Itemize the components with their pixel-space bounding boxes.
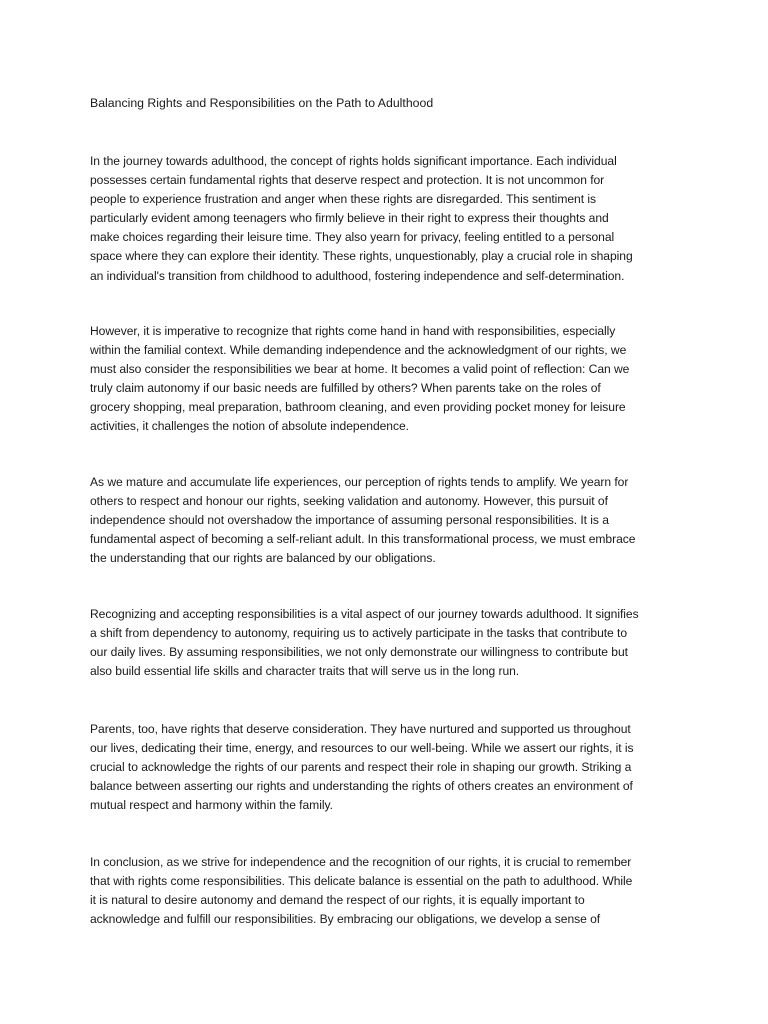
text-line: a shift from dependency to autonomy, requiring us to actively participate in the tasks that contribute to	[90, 626, 628, 641]
text-line: In conclusion, as we strive for independence and the recognition of our rights, it is crucial to remember	[90, 855, 632, 869]
text-line: grocery shopping, meal preparation, bathroom cleaning, and even providing pocket money for leisure	[90, 400, 626, 415]
text-line: In the journey towards adulthood, the concept of rights holds significant importance. Each individual	[90, 154, 617, 168]
text-line: it is natural to desire autonomy and demand the respect of our rights, it is equally important to	[90, 893, 585, 908]
paragraph-3	[90, 473, 686, 568]
text-line: Parents, too, have rights that deserve consideration. They have nurtured and supported us throughout	[90, 722, 631, 736]
document-title: Balancing Rights and Responsibilities on the Path to Adulthood	[90, 96, 434, 110]
paragraph-2	[90, 322, 686, 437]
text-line: the understanding that our rights are balanced by our obligations.	[90, 551, 436, 566]
text-line: However, it is imperative to recognize that rights come hand in hand with responsibilities, especially	[90, 324, 616, 338]
text-line: acknowledge and fulfill our responsibilities. By embracing our obligations, we develop a sense of	[90, 912, 601, 927]
text-line: make choices regarding their leisure time. They also yearn for privacy, feeling entitled to a personal	[90, 230, 615, 245]
text-line: possesses certain fundamental rights that deserve respect and protection. It is not uncommon for	[90, 173, 605, 188]
text-line: that with rights come responsibilities. This delicate balance is essential on the path to adulthood. While	[90, 874, 633, 889]
paragraph-6	[90, 853, 686, 929]
text-line: Recognizing and accepting responsibilities is a vital aspect of our journey towards adulthood. It signifies	[90, 607, 639, 621]
text-line: As we mature and accumulate life experiences, our perception of rights tends to amplify. We yearn for	[90, 475, 629, 489]
paragraph-5	[90, 720, 686, 815]
text-line: balance between asserting our rights and understanding the rights of others creates an environment of	[90, 779, 633, 794]
text-line: must also consider the responsibilities we bear at home. It becomes a valid point of reflection: Can we	[90, 362, 630, 377]
text-line: activities, it challenges the notion of absolute independence.	[90, 419, 409, 434]
text-line: also build essential life skills and character traits that will serve us in the long run.	[90, 664, 520, 679]
text-line: others to respect and honour our rights, seeking validation and autonomy. However, this pursuit of	[90, 494, 608, 509]
text-line: an individual's transition from childhood to adulthood, fostering independence and self-determination.	[90, 268, 625, 283]
text-line: space where they can explore their identity. These rights, unquestionably, play a crucial role in shaping	[90, 249, 633, 264]
text-line: truly claim autonomy if our basic needs are fulfilled by others? When parents take on the roles of	[90, 381, 601, 396]
text-line: independence should not overshadow the importance of assuming personal responsibilities. It is a	[90, 513, 609, 528]
text-line: within the familial context. While demanding independence and the acknowledgment of our rights, we	[90, 343, 627, 358]
text-line: people to experience frustration and anger when these rights are disregarded. This sentiment is	[90, 192, 596, 207]
text-line: crucial to acknowledge the rights of our parents and respect their role in shaping our growth. Striking a	[90, 760, 632, 775]
text-line: our daily lives. By assuming responsibilities, we not only demonstrate our willingness to contribute but	[90, 645, 628, 660]
text-line: fundamental aspect of becoming a self-reliant adult. In this transformational process, we must embrace	[90, 532, 636, 547]
paragraph-1	[90, 152, 686, 286]
text-line: mutual respect and harmony within the family.	[90, 798, 333, 813]
text-line: particularly evident among teenagers who firmly believe in their right to express their thoughts and	[90, 211, 609, 226]
paragraph-4	[90, 605, 686, 681]
text-line: our lives, dedicating their time, energy, and resources to our well-being. While we assert our rights, it is	[90, 741, 634, 756]
